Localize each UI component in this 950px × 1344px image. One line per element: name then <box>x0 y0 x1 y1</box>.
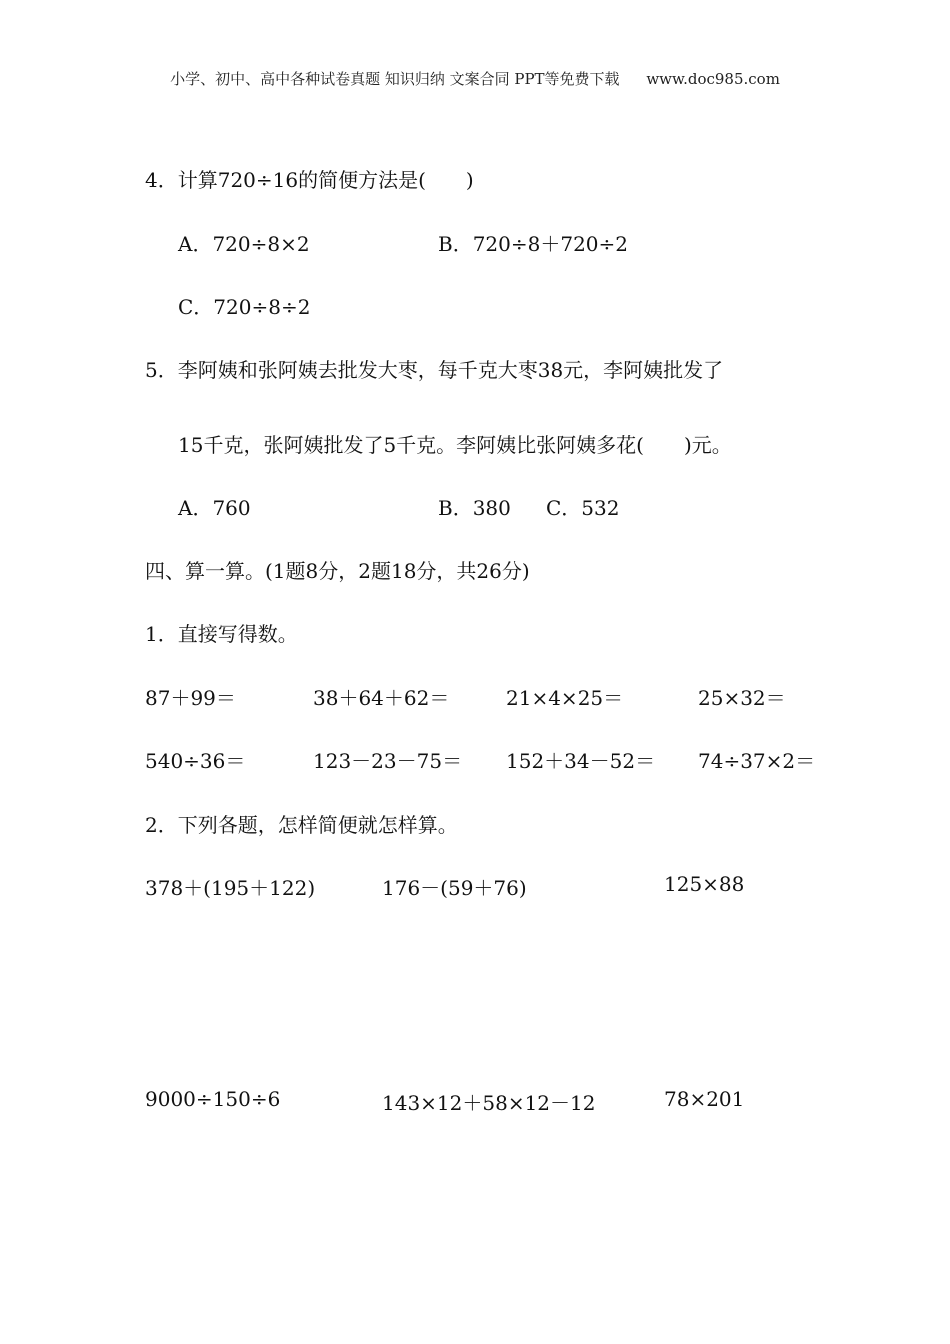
q5-option-c: C．532 <box>546 496 620 520</box>
header-text: 小学、初中、高中各种试卷真题 知识归纳 文案合同 PPT等免费下载 <box>170 70 620 88</box>
part1-title: 1．直接写得数。 <box>145 622 298 646</box>
q4-option-c: C．720÷8÷2 <box>178 295 311 319</box>
q5-stem-line1: 5．李阿姨和张阿姨去批发大枣，每千克大枣38元，李阿姨批发了 <box>145 358 724 382</box>
simplify-calc-item: 9000÷150÷6 <box>145 1087 281 1111</box>
oral-calc-item: 123－23－75＝ <box>313 749 463 773</box>
section4-title: 四、算一算。(1题8分，2题18分，共26分) <box>145 559 530 583</box>
oral-calc-item: 21×4×25＝ <box>506 686 624 710</box>
q5-option-a: A．760 <box>178 496 251 520</box>
simplify-calc-item: 378＋(195＋122) <box>145 876 316 900</box>
oral-calc-item: 25×32＝ <box>698 686 786 710</box>
oral-calc-item: 38＋64＋62＝ <box>313 686 450 710</box>
page-header <box>0 68 950 89</box>
q4-option-a: A．720÷8×2 <box>178 232 310 256</box>
part2-title: 2．下列各题，怎样简便就怎样算。 <box>145 813 458 837</box>
simplify-calc-item: 125×88 <box>664 872 745 896</box>
simplify-calc-item: 78×201 <box>664 1087 745 1111</box>
q5-stem-line2: 15千克，张阿姨批发了5千克。李阿姨比张阿姨多花( )元。 <box>178 433 732 457</box>
q5-option-b: B．380 <box>438 496 511 520</box>
header-url: www.doc985.com <box>646 70 780 88</box>
q4-option-b: B．720÷8＋720÷2 <box>438 232 629 256</box>
oral-calc-item: 74÷37×2＝ <box>698 749 816 773</box>
simplify-calc-item: 176－(59＋76) <box>382 876 527 900</box>
oral-calc-item: 87＋99＝ <box>145 686 236 710</box>
oral-calc-item: 540÷36＝ <box>145 749 246 773</box>
oral-calc-item: 152＋34－52＝ <box>506 749 656 773</box>
simplify-calc-item: 143×12＋58×12－12 <box>382 1091 596 1115</box>
q4-stem: 4．计算720÷16的简便方法是( ) <box>145 168 474 192</box>
